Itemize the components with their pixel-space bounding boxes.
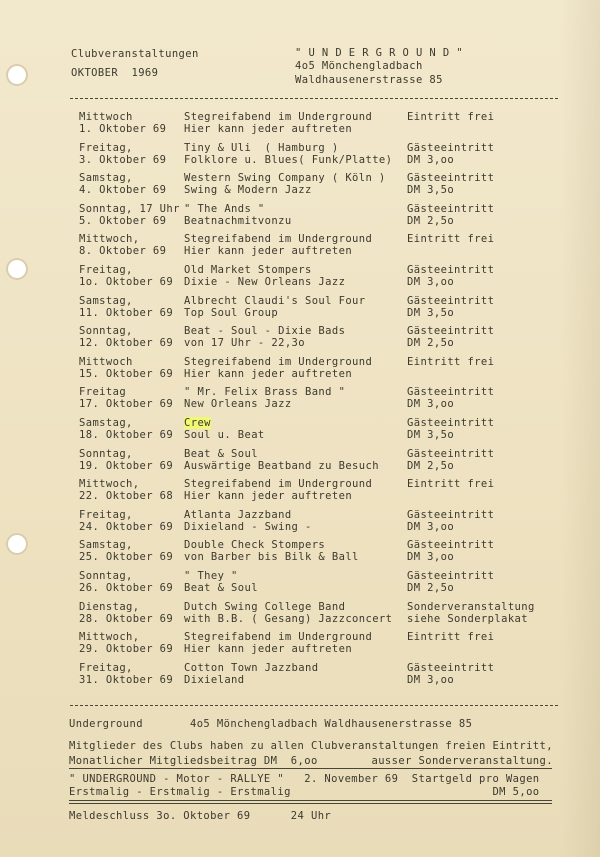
header-month: OKTOBER 1969 [71,67,159,79]
event-row [0,662,600,693]
event-description: Hier kann jeder auftreten [184,368,353,380]
event-admission: Gästeeintritt [407,325,495,337]
event-date: 3. Oktober 69 [79,154,167,166]
event-date: 25. Oktober 69 [79,551,174,563]
event-date: 4. Oktober 69 [79,184,167,196]
event-row [0,417,600,448]
event-description: Dixieland [184,674,245,686]
footer-fee: Monatlicher Mitgliedsbeitrag DM 6,oo ausser Sonderveranstaltung. [69,755,553,767]
footer-deadline: Meldeschluss 3o. Oktober 69 24 Uhr [69,810,332,822]
event-price: DM 3,oo [407,521,455,533]
event-price: DM 2,5o [407,460,455,472]
event-act: Stegreifabend im Underground [184,233,373,245]
event-admission: Eintritt frei [407,478,495,490]
dashed-divider-top [70,98,558,99]
event-price: DM 2,5o [407,582,455,594]
event-date: 18. Oktober 69 [79,429,174,441]
event-price: DM 3,oo [407,551,455,563]
club-city: 4o5 Mönchengladbach [295,60,423,72]
event-price: DM 3,oo [407,276,455,288]
event-day: Dienstag, [79,601,140,613]
event-act: Double Check Stompers [184,539,326,551]
event-admission: Gästeeintritt [407,509,495,521]
event-date: 1o. Oktober 69 [79,276,174,288]
event-row [0,356,600,387]
event-day: Sonntag, [79,570,133,582]
event-admission: Gästeeintritt [407,172,495,184]
event-date: 19. Oktober 69 [79,460,174,472]
event-admission: Gästeeintritt [407,142,495,154]
rally-underline [69,800,552,801]
event-admission: Gästeeintritt [407,570,495,582]
event-description: Swing & Modern Jazz [184,184,312,196]
club-name: " U N D E R G R O U N D " [295,47,464,59]
footer-address: Underground 4o5 Mönchengladbach Waldhausenerstrasse 85 [69,718,473,730]
event-price: DM 2,5o [407,337,455,349]
event-date: 28. Oktober 69 [79,613,174,625]
header-title: Clubveranstaltungen [71,48,199,60]
event-admission: Gästeeintritt [407,448,495,460]
event-admission: Gästeeintritt [407,203,495,215]
event-act: " Mr. Felix Brass Band " [184,386,346,398]
event-day: Sonntag, [79,325,133,337]
event-date: 11. Oktober 69 [79,307,174,319]
event-row [0,386,600,417]
event-price: DM 3,5o [407,429,455,441]
event-row [0,601,600,632]
event-day: Freitag, [79,509,133,521]
event-row [0,264,600,295]
event-day: Freitag [79,386,127,398]
event-row [0,448,600,479]
event-act: Dutch Swing College Band [184,601,346,613]
event-day: Mittwoch, [79,631,140,643]
event-description: New Orleans Jazz [184,398,292,410]
event-act: Old Market Stompers [184,264,312,276]
event-description: with B.B. ( Gesang) Jazzconcert [184,613,393,625]
event-day: Sonntag, [79,448,133,460]
footer-members: Mitglieder des Clubs haben zu allen Clubveranstaltungen freien Eintritt, [69,740,553,752]
event-description: Hier kann jeder auftreten [184,643,353,655]
event-admission: Gästeeintritt [407,386,495,398]
event-row [0,570,600,601]
event-act: Albrecht Claudi's Soul Four [184,295,366,307]
event-description: von 17 Uhr - 22,3o [184,337,305,349]
event-description: Beat & Soul [184,582,258,594]
event-date: 5. Oktober 69 [79,215,167,227]
event-admission: Eintritt frei [407,233,495,245]
event-date: 26. Oktober 69 [79,582,174,594]
event-day: Freitag, [79,264,133,276]
club-street: Waldhausenerstrasse 85 [295,74,443,86]
rally-underline-second [69,803,552,804]
event-act: Cotton Town Jazzband [184,662,319,674]
event-act: Stegreifabend im Underground [184,478,373,490]
event-description: Top Soul Group [184,307,279,319]
event-description: Soul u. Beat [184,429,265,441]
dashed-divider-bottom [70,705,558,706]
event-date: 22. Oktober 68 [79,490,174,502]
event-price: DM 3,oo [407,154,455,166]
event-row [0,203,600,234]
event-price: DM 3,oo [407,398,455,410]
event-row [0,142,600,173]
event-admission: Sonderveranstaltung [407,601,535,613]
event-act: Beat & Soul [184,448,258,460]
event-admission: Eintritt frei [407,356,495,368]
event-day: Samstag, [79,172,133,184]
event-act: Western Swing Company ( Köln ) [184,172,386,184]
event-row [0,295,600,326]
event-description: Hier kann jeder auftreten [184,245,353,257]
event-day: Sonntag, 17 Uhr [79,203,180,215]
event-act: Tiny & Uli ( Hamburg ) [184,142,339,154]
event-day: Mittwoch [79,111,133,123]
event-day: Freitag, [79,142,133,154]
event-price: DM 3,oo [407,674,455,686]
event-row [0,539,600,570]
event-act: Beat - Soul - Dixie Bads [184,325,346,337]
event-day: Samstag, [79,539,133,551]
event-description: Dixieland - Swing - [184,521,312,533]
event-price: DM 2,5o [407,215,455,227]
event-admission: Gästeeintritt [407,295,495,307]
event-act: " The Ands " [184,203,265,215]
footer-rally: " UNDERGROUND - Motor - RALLYE " 2. November 69 Startgeld pro Wagen [69,773,540,785]
footer-first-time: Erstmalig - Erstmalig - Erstmalig DM 5,oo [69,786,540,798]
event-day: Mittwoch, [79,478,140,490]
event-admission: Eintritt frei [407,111,495,123]
event-description: Beatnachmitvonzu [184,215,292,227]
event-description: Auswärtige Beatband zu Besuch [184,460,379,472]
event-price: siehe Sonderplakat [407,613,528,625]
event-admission: Eintritt frei [407,631,495,643]
event-act: Atlanta Jazzband [184,509,292,521]
event-date: 8. Oktober 69 [79,245,167,257]
event-date: 15. Oktober 69 [79,368,174,380]
event-price: DM 3,5o [407,184,455,196]
event-description: Hier kann jeder auftreten [184,490,353,502]
event-row [0,325,600,356]
event-act: Stegreifabend im Underground [184,111,373,123]
event-admission: Gästeeintritt [407,662,495,674]
event-day: Mittwoch [79,356,133,368]
event-day: Mittwoch, [79,233,140,245]
event-act: Stegreifabend im Underground [184,631,373,643]
punch-hole [6,64,28,86]
event-admission: Gästeeintritt [407,417,495,429]
event-description: von Barber bis Bilk & Ball [184,551,359,563]
event-row [0,172,600,203]
event-date: 31. Oktober 69 [79,674,174,686]
event-description: Dixie - New Orleans Jazz [184,276,346,288]
event-admission: Gästeeintritt [407,539,495,551]
event-day: Freitag, [79,662,133,674]
event-date: 17. Oktober 69 [79,398,174,410]
fee-underline [69,768,552,769]
event-row [0,111,600,142]
event-description: Folklore u. Blues( Funk/Platte) [184,154,393,166]
event-description: Hier kann jeder auftreten [184,123,353,135]
event-date: 24. Oktober 69 [79,521,174,533]
event-date: 29. Oktober 69 [79,643,174,655]
event-day: Samstag, [79,417,133,429]
event-row [0,233,600,264]
event-row [0,478,600,509]
event-date: 1. Oktober 69 [79,123,167,135]
event-row [0,631,600,662]
event-act: " They " [184,570,238,582]
event-row [0,509,600,540]
event-admission: Gästeeintritt [407,264,495,276]
event-price: DM 3,5o [407,307,455,319]
event-act: Crew [184,417,211,429]
event-date: 12. Oktober 69 [79,337,174,349]
event-day: Samstag, [79,295,133,307]
event-act: Stegreifabend im Underground [184,356,373,368]
